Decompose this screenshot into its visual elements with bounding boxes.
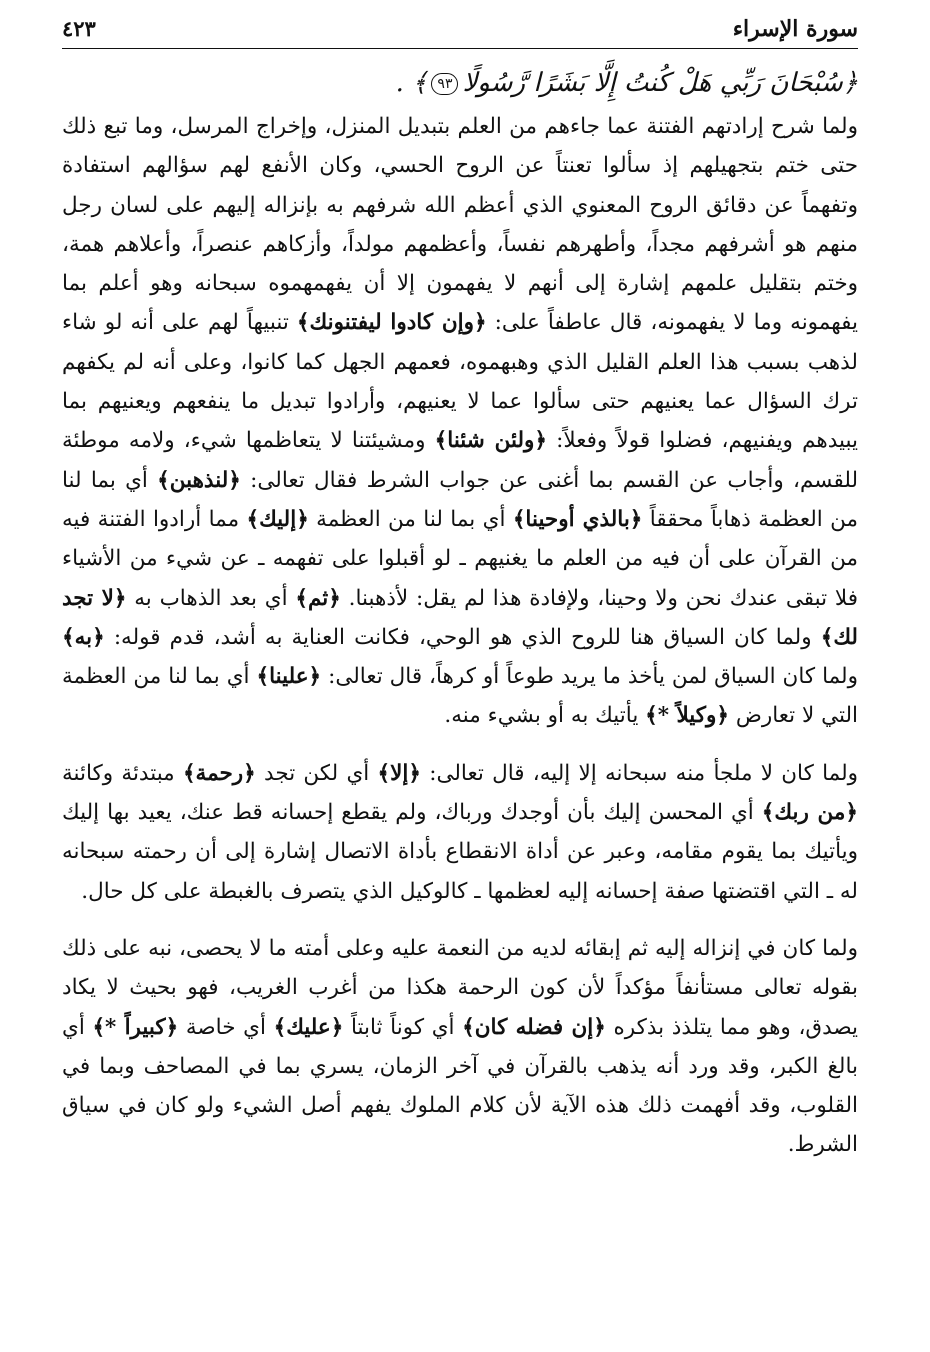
quran-quote: ﴿به﴾ — [62, 624, 105, 650]
paragraph-text: ولما شرح إرادتهم الفتنة عما جاءهم من العلم بتبديل المنزل، وإخراج المرسل، وما تبع ذلك حتى ختم بتجهيلهم إذ سألوا تعنتاً عن الروح الحسي، وكان الأنفع لهم سؤالهم استفادة وتفهماً عن دقائق الروح المعنوي الذي أعظم الله شرفهم به بإنزاله إليهم على لسان رجل منهم هو أشرفهم مجداً، وأطهرهم نفساً، وأعظمهم مولداً، وأزكاهم عنصراً، وأعلاهم همة، وختم بتقليل علمهم إشارة إلى أنهم لا يفهمون إلا أن يفهمهموه سبحانه وهو أعلم بما يفهمونه وما لا يفهمونه، قال عاطفاً على: — [62, 114, 858, 336]
paragraph-text: مما أرادوا الفتنة فيه من القرآن على أن فيه من العلم ما يغنيهم ـ لو أقبلوا على تفهمه ـ عن شيء من الأشياء فلا تبقى عندك نحن ولا وحينا، ولإفادة هذا لم يقل: لأذهبنا. — [62, 506, 858, 611]
verse-closing: ﴾ . — [395, 68, 428, 98]
paragraph-text: أي كوناً ثابتاً — [343, 1014, 463, 1040]
paragraph — [62, 107, 858, 736]
quran-verse — [62, 59, 858, 107]
page-number: ٤٢٣ — [62, 16, 96, 41]
quran-quote: ﴿وإن كادوا ليفتنونك﴾ — [296, 310, 487, 336]
paragraph-text: أي لكن تجد — [255, 760, 378, 786]
paragraph-text: أي بما لنا من العظمة ذهاباً محققاً — [62, 467, 859, 532]
paragraph-text: ولما كان لا ملجأ منه سبحانه إلا إليه، قال تعالى: — [420, 760, 858, 786]
paragraph-text: أي بعد الذهاب به — [126, 585, 296, 611]
paragraph-text: ولما كان السياق لمن يأخذ ما يريد طوعاً أو كرهاً، قال تعالى: — [321, 664, 858, 690]
quran-quote: ﴿رحمة﴾ — [182, 760, 256, 786]
quran-quote: ﴿بالذي أوحينا﴾ — [512, 506, 643, 532]
paragraph-text: تنبيهاً لهم على أنه لو شاء لذهب بسبب هذا العلم القليل الذي وهبهموه، فعمهم الجهل كما كانوا، وعلى أنه لم يكفهم ترك السؤال عما يعنيهم حتى سألوا عما لا يعنيهم، وأرادوا تبديل ما ينفعهم ويعنيهم بما يبيدهم ويفنيهم، فضلوا قولاً وفعلاً: — [62, 310, 858, 454]
quran-quote: ﴿ثم﴾ — [295, 585, 341, 611]
paragraph-text: ولما كان في إنزاله إليه ثم إبقائه لديه من النعمة عليه وعلى أمته ما لا يحصى، نبه على ذلك بقوله تعالى مستأنفاً مؤكداً لأن كون الرحمة هكذا من أغرب الغريب، فهو بحيث لا يكاد يصدق، وهو مما يتلذذ بذكره — [62, 935, 858, 1040]
quran-quote: ﴿إلا﴾ — [377, 760, 421, 786]
surah-name: سورة الإسراء — [732, 16, 858, 42]
quran-quote: ﴿إليك﴾ — [246, 506, 309, 532]
verse-text: ﴿سُبْحَانَ رَبِّي هَلْ كُنتُ إِلَّا بَشَرًا رَّسُولًا — [462, 68, 858, 98]
paragraph-text: أي المحسن إليك بأن أوجدك ورباك، ولم يقطع إحسانه قط عنك، يعيد بها إليك ويأتيك بما يقوم مقامه، وعبر عن أداة الانقطاع بأداة الاتصال إشارة إلى أن رحمته سبحانه له ـ التي اقتضتها صفة إحسانه إليه لعظمها ـ كالوكيل الذي يتصرف بالغبطة على كل حال. — [62, 800, 859, 904]
paragraph-text: أي بما لنا من العظمة — [308, 506, 513, 532]
paragraph-text: ولما كان السياق هنا للروح الذي هو الوحي، فكانت العناية به أشد، قدم قوله: — [104, 624, 821, 650]
quran-quote: ﴿إن فضله كان﴾ — [462, 1014, 606, 1040]
page-header — [62, 14, 858, 49]
paragraph-text: أي بما لنا من العظمة التي لا تعارض — [62, 664, 858, 729]
quran-quote: ﴿كبيراً *﴾ — [92, 1014, 179, 1040]
page-content — [62, 59, 858, 1165]
quran-quote: ﴿من ربك﴾ — [761, 800, 858, 826]
paragraph — [62, 754, 858, 911]
ayah-number-marker: ٩٣ — [431, 73, 458, 95]
quran-quote: ﴿عليك﴾ — [273, 1014, 344, 1040]
quran-quote: ﴿علينا﴾ — [256, 664, 322, 690]
quran-quote: ﴿ولئن شئنا﴾ — [434, 428, 548, 454]
paragraph-text: مبتدئة وكائنة — [62, 760, 183, 786]
paragraph-text: أي خاصة — [178, 1014, 274, 1040]
quran-quote: ﴿وكيلاً *﴾ — [645, 703, 730, 729]
paragraph-text: يأتيك به أو بشيء منه. — [444, 703, 646, 729]
paragraph-text: أي بالغ الكبر، وقد ورد أنه يذهب بالقرآن في آخر الزمان، يسري بما في المصاحف وبما في القلوب، وقد أفهمت ذلك هذه الآية لأن كلام الملوك يفهم أصل الشيء ولو كان في سياق الشرط. — [62, 1014, 858, 1158]
quran-quote: ﴿لا تجد لك﴾ — [62, 585, 858, 650]
page — [62, 14, 858, 1334]
quran-quote: ﴿لنذهبن﴾ — [157, 467, 241, 493]
paragraph — [62, 929, 858, 1165]
paragraph-text: ومشيئتنا لا يتعاظمها شيء، ولامه موطئة للقسم، وأجاب عن القسم بما أغنى عن جواب الشرط فقال تعالى: — [62, 428, 858, 493]
